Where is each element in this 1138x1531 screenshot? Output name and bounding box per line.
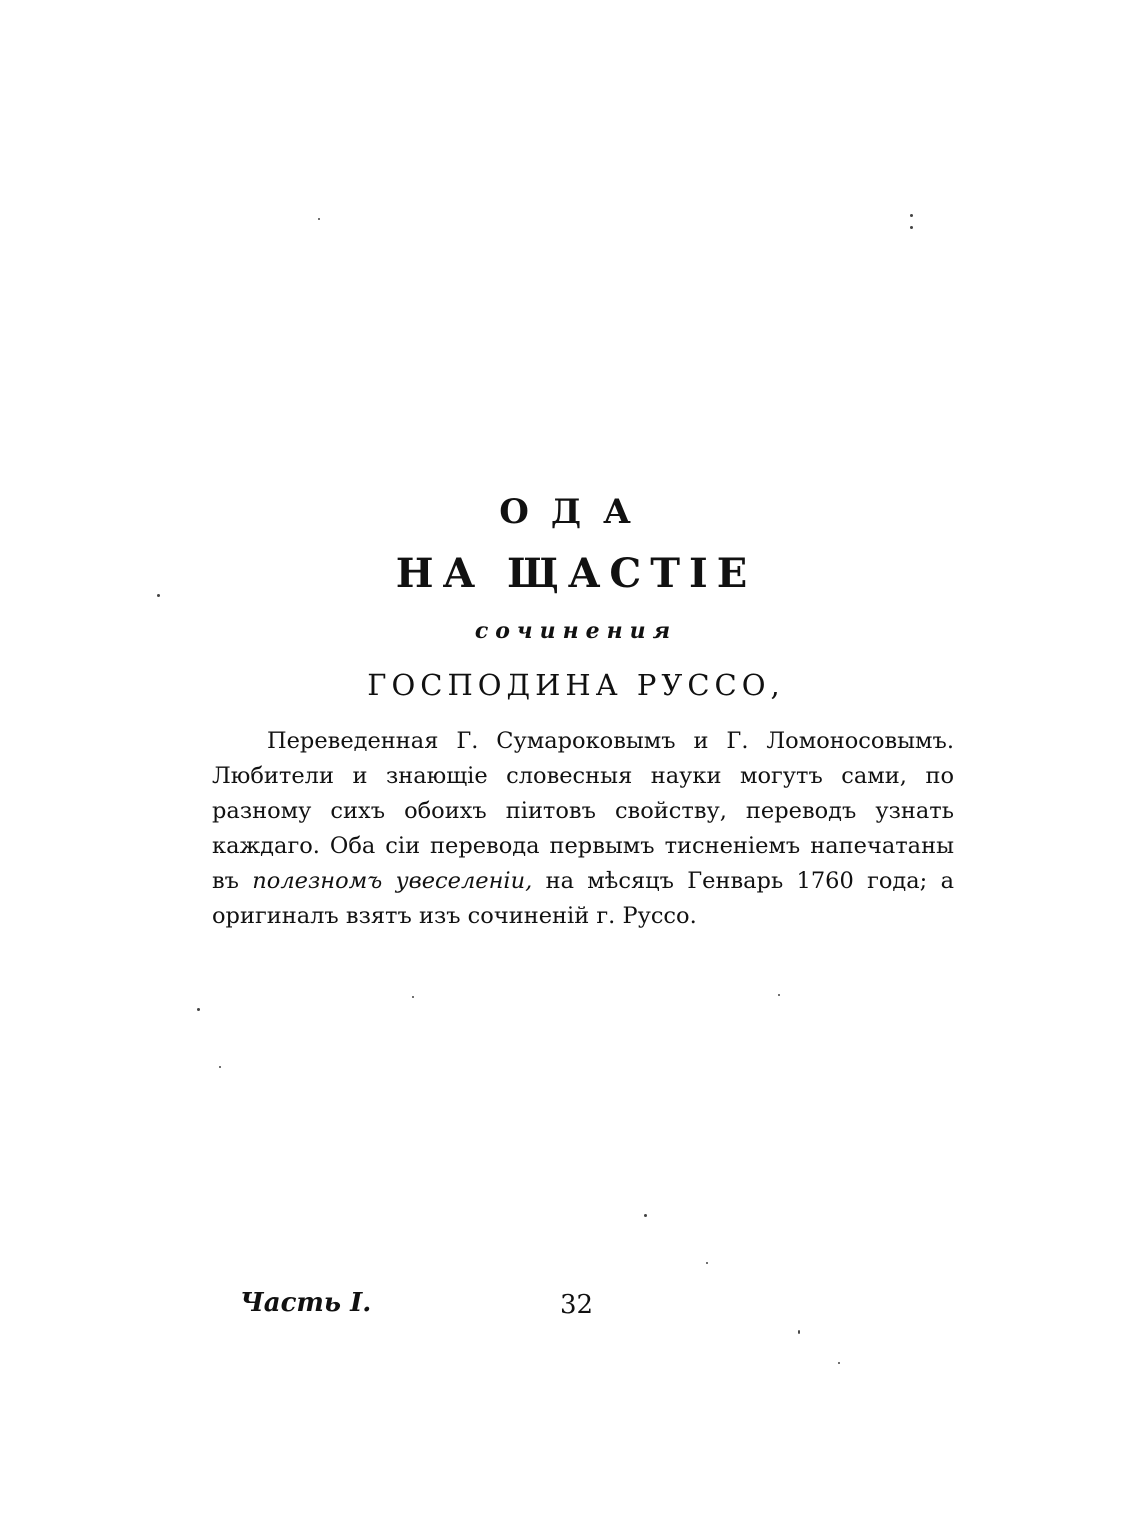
scan-speck bbox=[197, 1008, 200, 1011]
title-oda: ОДА bbox=[499, 492, 653, 532]
scan-speck bbox=[838, 1362, 840, 1364]
scan-speck bbox=[910, 226, 913, 229]
note-paragraph bbox=[212, 724, 954, 934]
scan-speck bbox=[318, 218, 320, 220]
scan-speck bbox=[778, 994, 780, 996]
page-number: 32 bbox=[560, 1290, 594, 1320]
note-text-start: Переведенная Г. Сумароковымъ и Г. Ломоносовымъ. Любители и знающіе словесныя науки могутъ сами, по разному сихъ обоихъ піитовъ свойству, переводъ узнать каждаго. Оба сіи перевода первымъ тисненіемъ напечатаны въ bbox=[212, 728, 954, 894]
scan-speck bbox=[706, 1262, 708, 1264]
title-main: НА ЩАСТІЕ bbox=[395, 550, 757, 597]
scan-speck bbox=[219, 1066, 221, 1068]
scan-speck bbox=[910, 214, 913, 217]
note-text-italic: полезномъ увеселеніи, bbox=[252, 868, 533, 894]
footer-part-label: Часть I. bbox=[240, 1288, 372, 1318]
translation-note bbox=[212, 724, 954, 934]
scan-speck bbox=[798, 1330, 800, 1334]
title-subtitle: сочинения bbox=[474, 618, 678, 644]
note-text-end: на мѣсяцъ Генварь 1760 года; а оригиналъ взятъ изъ сочиненій г. Руссо. bbox=[212, 868, 954, 929]
title-author: ГОСПОДИНА РУССО, bbox=[367, 668, 785, 702]
scan-speck bbox=[157, 594, 160, 597]
scan-speck bbox=[412, 996, 414, 998]
scan-speck bbox=[644, 1214, 647, 1217]
